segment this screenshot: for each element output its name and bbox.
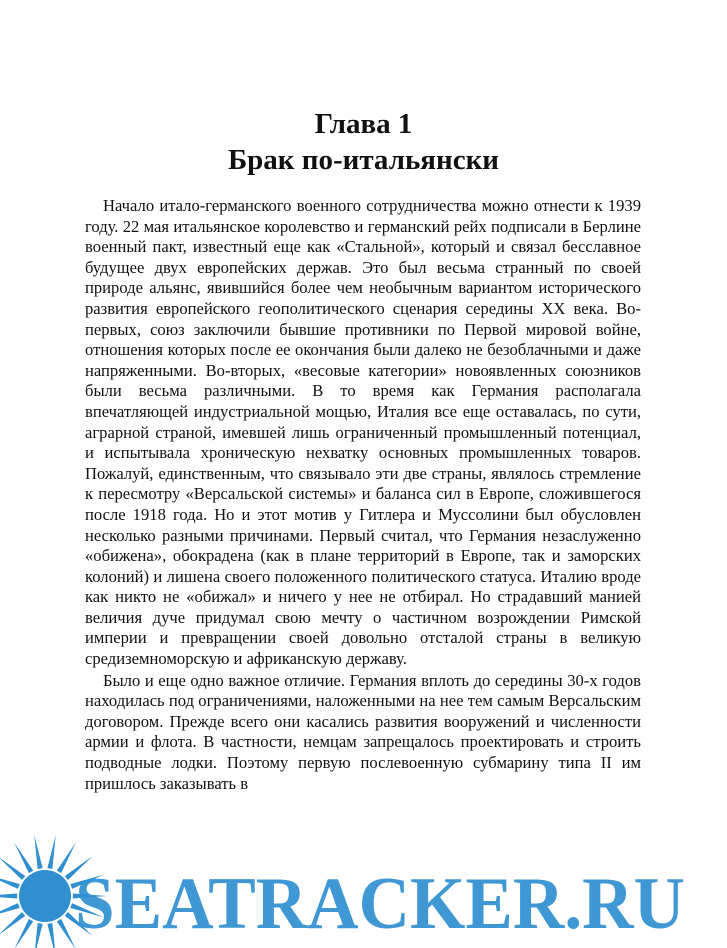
paragraph-2: Было и еще одно важное отличие. Германия вплоть до середины 30-х годов находилась под ограничениями, наложенными на нее тем самым Версальским договором. Прежде всего они касались развития вооружений и численности армии и флота. В частности, немцам запрещалось проектировать и строить подводные лодки. Поэтому первую послевоенную субмарину типа II им пришлось заказывать в bbox=[85, 670, 641, 793]
chapter-title: Брак по-итальянски bbox=[228, 144, 499, 176]
watermark bbox=[0, 828, 727, 948]
watermark-text: SEATRACKER.RU bbox=[75, 863, 685, 945]
body-text bbox=[85, 196, 641, 795]
paragraph-1: Начало итало-германского военного сотрудничества можно отнести к 1939 году. 22 мая итальянское королевство и германский рейх подписали в Берлине военный пакт, известный еще как «Стальной», который и связал бесславное будущее двух европейских держав. Это был весьма странный по своей природе альянс, явившийся более чем необычным вариантом исторического развития европейского геополитического сценария середины XX века. Во-первых, союз заключили бывшие противники по Первой мировой войне, отношения которых после ее окончания были далеко не безоблачными и даже напряженными. Во-вторых, «весовые категории» новоявленных союзников были весьма различными. В то время как Германия располагала впечатляющей индустриальной мощью, Италия все еще оставалась, по сути, аграрной страной, имевшей лишь ограниченный промышленный потенциал, и испытывала хроническую нехватку основных промышленных товаров. Пожалуй, единственным, что связывало эти две страны, являлось стремление к пересмотру «Версальской системы» и баланса сил в Европе, сложившегося после 1918 года. Но и этот мотив у Гитлера и Муссолини был обусловлен несколько разными причинами. Первый считал, что Германия незаслуженно «обижена», обокрадена (как в плане территорий в Европе, так и заморских колоний) и лишена своего положенного политического статуса. Италию вроде как никто не «обижал» и ничего у нее не отбирал. Но страдавший манией величия дуче придумал свою мечту о частичном возрождении Римской империи и превращении своей довольно отсталой страны в великую средиземноморскую и африканскую державу. bbox=[85, 196, 641, 669]
watermark-graphic bbox=[0, 828, 727, 948]
chapter-number: Глава 1 bbox=[314, 108, 413, 140]
chapter-heading bbox=[0, 106, 727, 178]
